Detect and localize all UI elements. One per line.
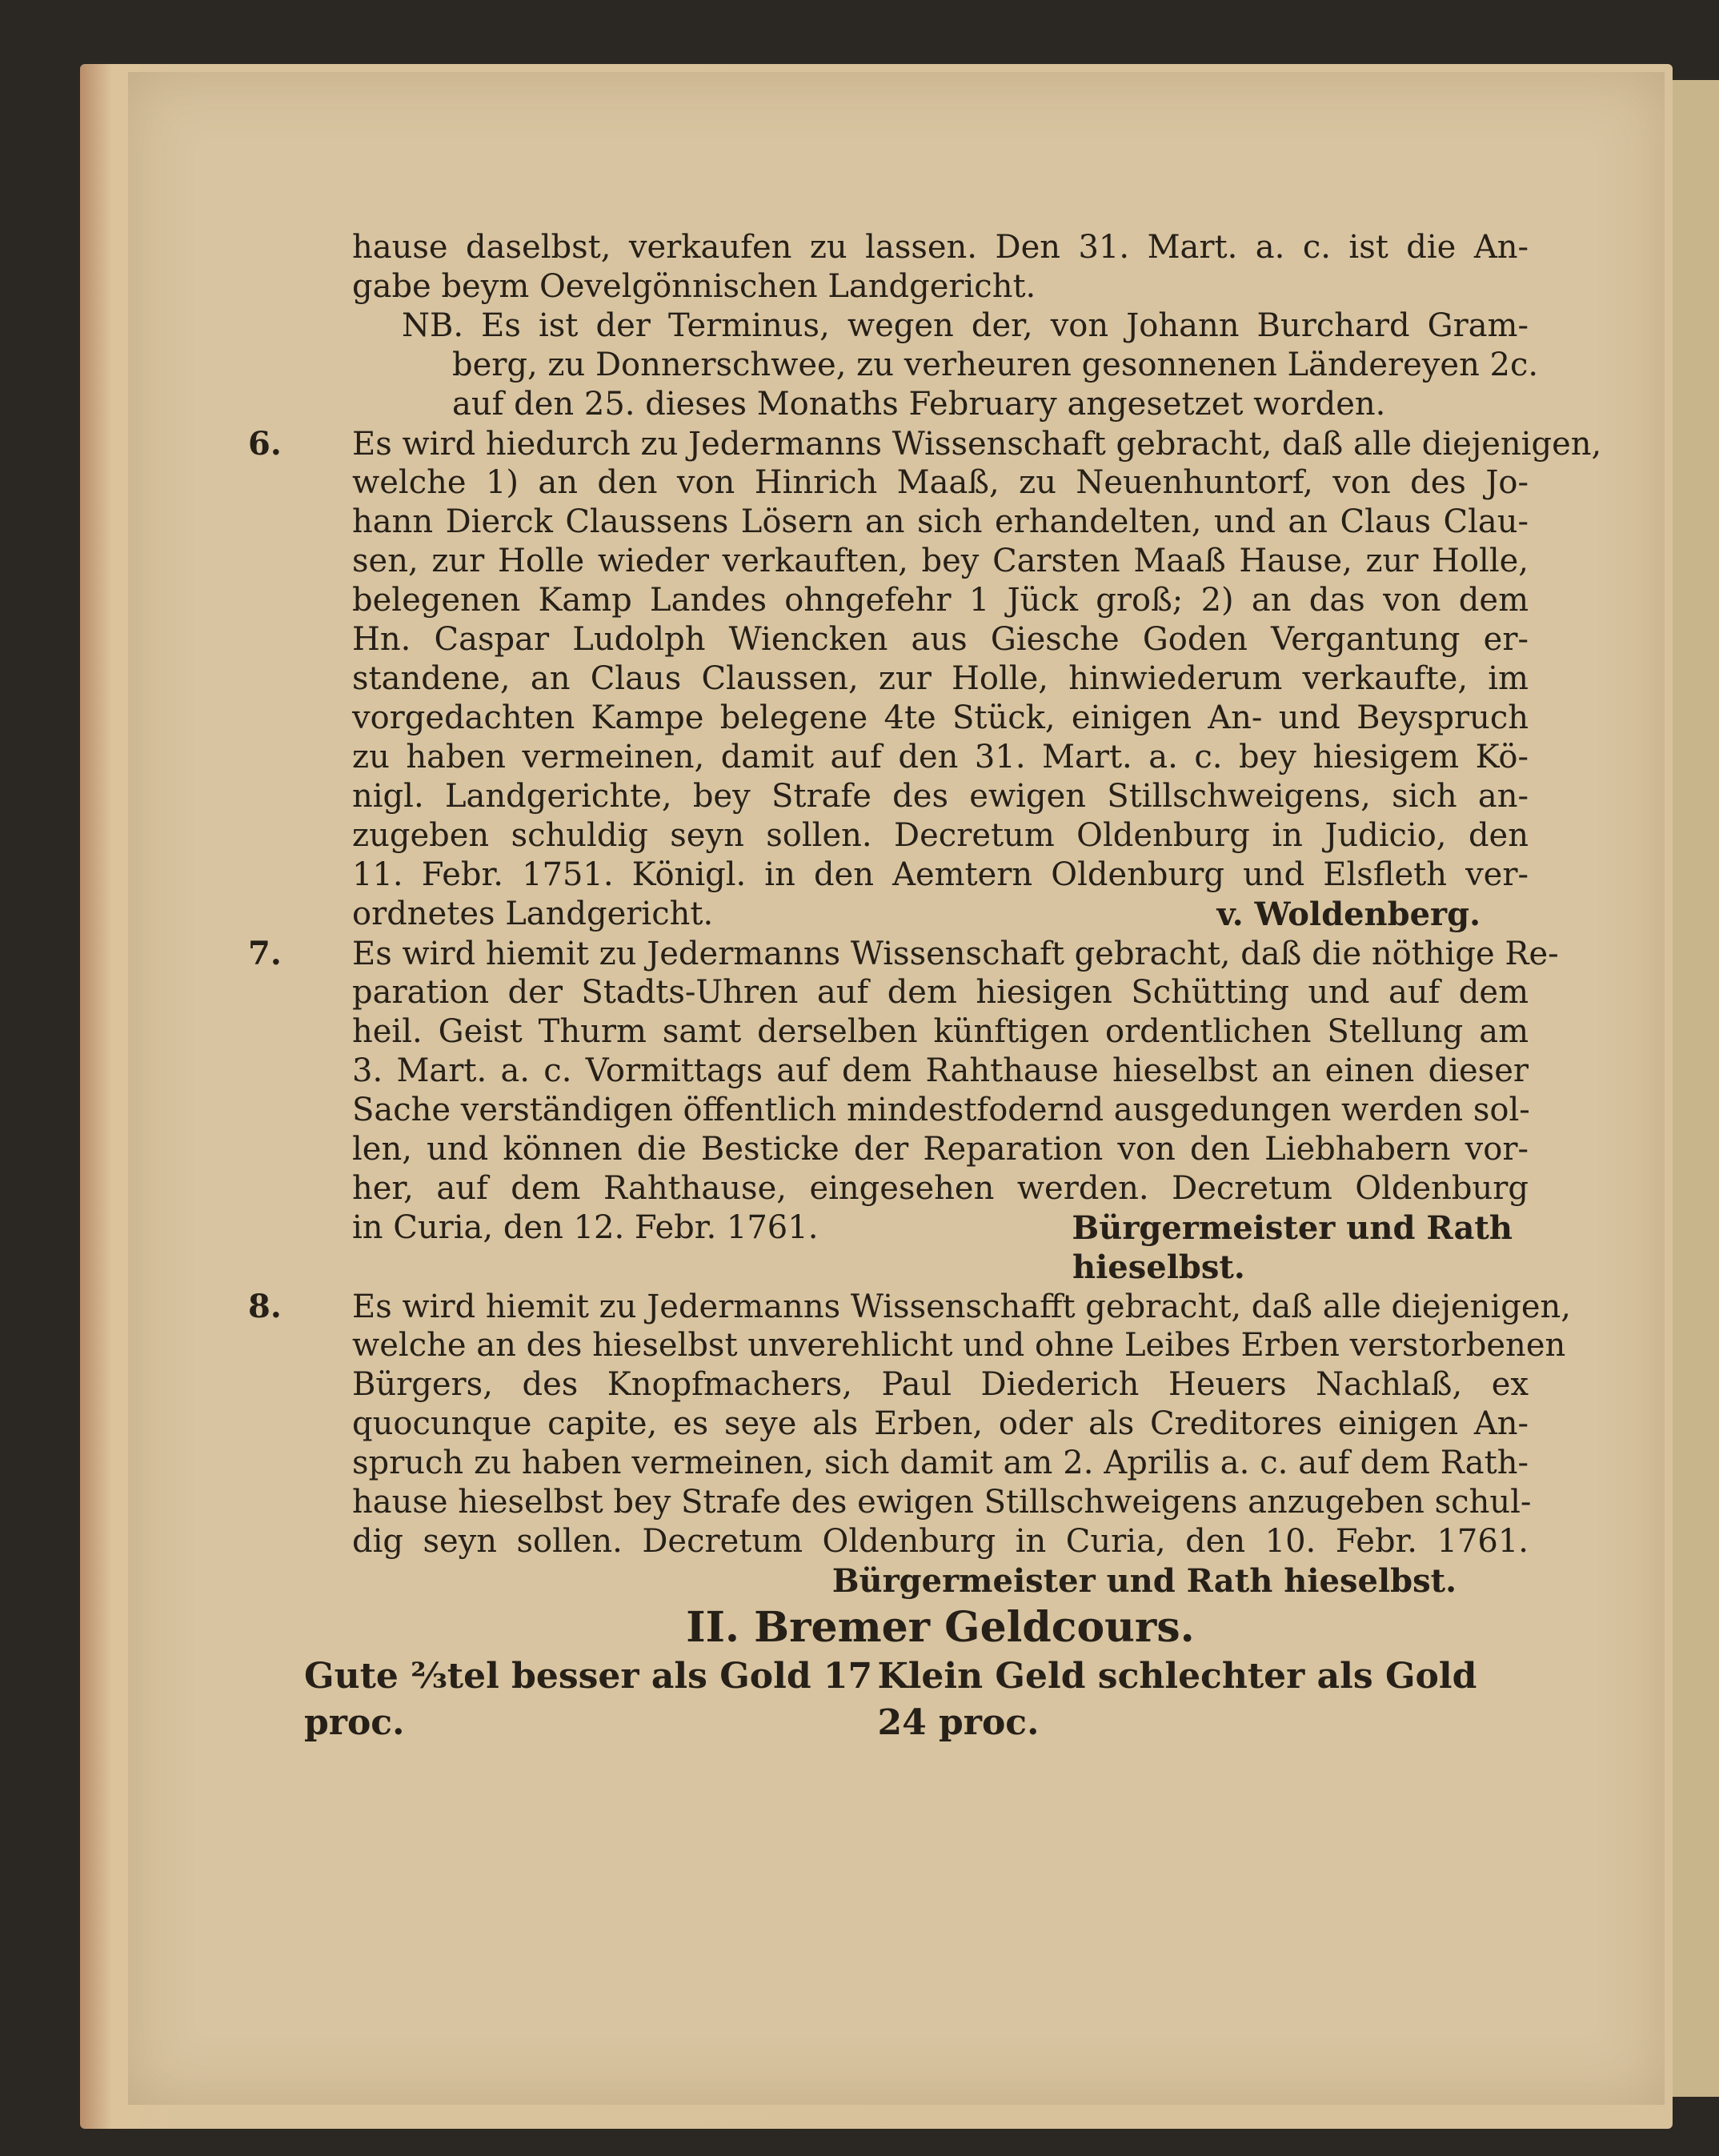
- text-line: hause daselbst, verkaufen zu lassen. Den 31. Mart. a. c. ist die An-: [352, 229, 1529, 266]
- section-heading: II. Bremer Geldcours.: [686, 1603, 1195, 1652]
- item7-line: paration der Stadts-Uhren auf dem hiesigen Schütting und auf dem: [352, 974, 1529, 1011]
- page-text: [304, 228, 1602, 1743]
- item6-line: 11. Febr. 1751. Königl. in den Aemtern Oldenburg und Elsfleth ver-: [352, 856, 1529, 893]
- item6-line: welche 1) an den von Hinrich Maaß, zu Neuenhuntorf, von des Jo-: [352, 464, 1529, 501]
- item6-line: zugeben schuldig seyn sollen. Decretum Oldenburg in Judicio, den: [352, 817, 1529, 854]
- item8-line: quocunque capite, es seye als Erben, oder als Creditores einigen An-: [352, 1405, 1529, 1442]
- item7-line: heil. Geist Thurm samt derselben künftigen ordentlichen Stellung am: [352, 1013, 1529, 1050]
- item6-line: hann Dierck Claussens Lösern an sich erhandelten, und an Claus Clau-: [352, 503, 1529, 540]
- item7-signature: Bürgermeister und Rath: [1072, 1209, 1513, 1247]
- nb-line: NB. Es ist der Terminus, wegen der, von Johann Burchard Gram-: [402, 307, 1529, 344]
- item6-line: sen, zur Holle wieder verkauften, bey Carsten Maaß Hause, zur Holle,: [352, 543, 1529, 579]
- item7-line: 3. Mart. a. c. Vormittags auf dem Rahthause hieselbst an einen dieser: [352, 1052, 1529, 1089]
- item6-line: Es wird hiedurch zu Jedermanns Wissenschaft gebracht, daß alle diejenigen,: [352, 426, 1602, 463]
- item7-line: Es wird hiemit zu Jedermanns Wissenschaft gebracht, daß die nöthige Re-: [352, 936, 1559, 972]
- item8-line: dig seyn sollen. Decretum Oldenburg in Curia, den 10. Febr. 1761.: [352, 1523, 1529, 1560]
- text-line: gabe beym Oevelgönnischen Landgericht.: [352, 268, 1036, 305]
- item7-closing: [352, 1208, 1529, 1248]
- nb-line: berg, zu Donnerschwee, zu verheuren gesonnenen Ländereyen 2c.: [452, 347, 1539, 383]
- item6-line: nigl. Landgerichte, bey Strafe des ewigen Stillschweigens, sich an-: [352, 778, 1529, 815]
- item6-line: Hn. Caspar Ludolph Wiencken aus Giesche Goden Vergantung er-: [352, 621, 1529, 658]
- item6-line: standene, an Claus Claussen, zur Holle, hinwiederum verkaufte, im: [352, 660, 1529, 697]
- item7-last-line: in Curia, den 12. Febr. 1761.: [352, 1209, 819, 1246]
- item6-closing: [352, 895, 1529, 934]
- item6-line: zu haben vermeinen, damit auf den 31. Mart. a. c. bey hiesigem Kö-: [352, 739, 1529, 775]
- item6-line: belegenen Kamp Landes ohngefehr 1 Jück groß; 2) an das von dem: [352, 582, 1529, 619]
- item6-line: vorgedachten Kampe belegene 4te Stück, einigen An- und Beyspruch: [352, 699, 1529, 736]
- item7-line: her, auf dem Rahthause, eingesehen werden. Decretum Oldenburg: [352, 1170, 1529, 1207]
- item8-signature: Bürgermeister und Rath hieselbst.: [831, 1562, 1457, 1600]
- item7-signature-cont: hieselbst.: [1072, 1248, 1245, 1286]
- exchange-rates-line: [304, 1653, 1529, 1743]
- item7-line: Sache verständigen öffentlich mindestfodernd ausgedungen werden sol-: [352, 1092, 1530, 1128]
- item6-last-line: ordnetes Landgericht.: [352, 896, 714, 932]
- item6-signature: v. Woldenberg.: [1216, 896, 1481, 933]
- exchange-rate-right: Klein Geld schlechter als Gold 24 proc.: [877, 1656, 1477, 1743]
- item8-line: Es wird hiemit zu Jedermanns Wissenschafft gebracht, daß alle diejenigen,: [352, 1288, 1571, 1325]
- item8-line: hause hieselbst bey Strafe des ewigen Stillschweigens anzugeben schul-: [352, 1484, 1532, 1521]
- item8-line: spruch zu haben vermeinen, sich damit am 2. Aprilis a. c. auf dem Rath-: [352, 1445, 1529, 1481]
- item7-line: len, und können die Besticke der Reparation von den Liebhabern vor-: [352, 1131, 1529, 1168]
- exchange-rate-left: Gute ⅔tel besser als Gold 17 proc.: [304, 1656, 873, 1743]
- item8-line: welche an des hieselbst unverehlicht und ohne Leibes Erben verstorbenen: [352, 1327, 1566, 1364]
- nb-line: auf den 25. dieses Monaths February angesetzet worden.: [452, 386, 1386, 423]
- item8-line: Bürgers, des Knopfmachers, Paul Diederich Heuers Nachlaß, ex: [352, 1366, 1529, 1403]
